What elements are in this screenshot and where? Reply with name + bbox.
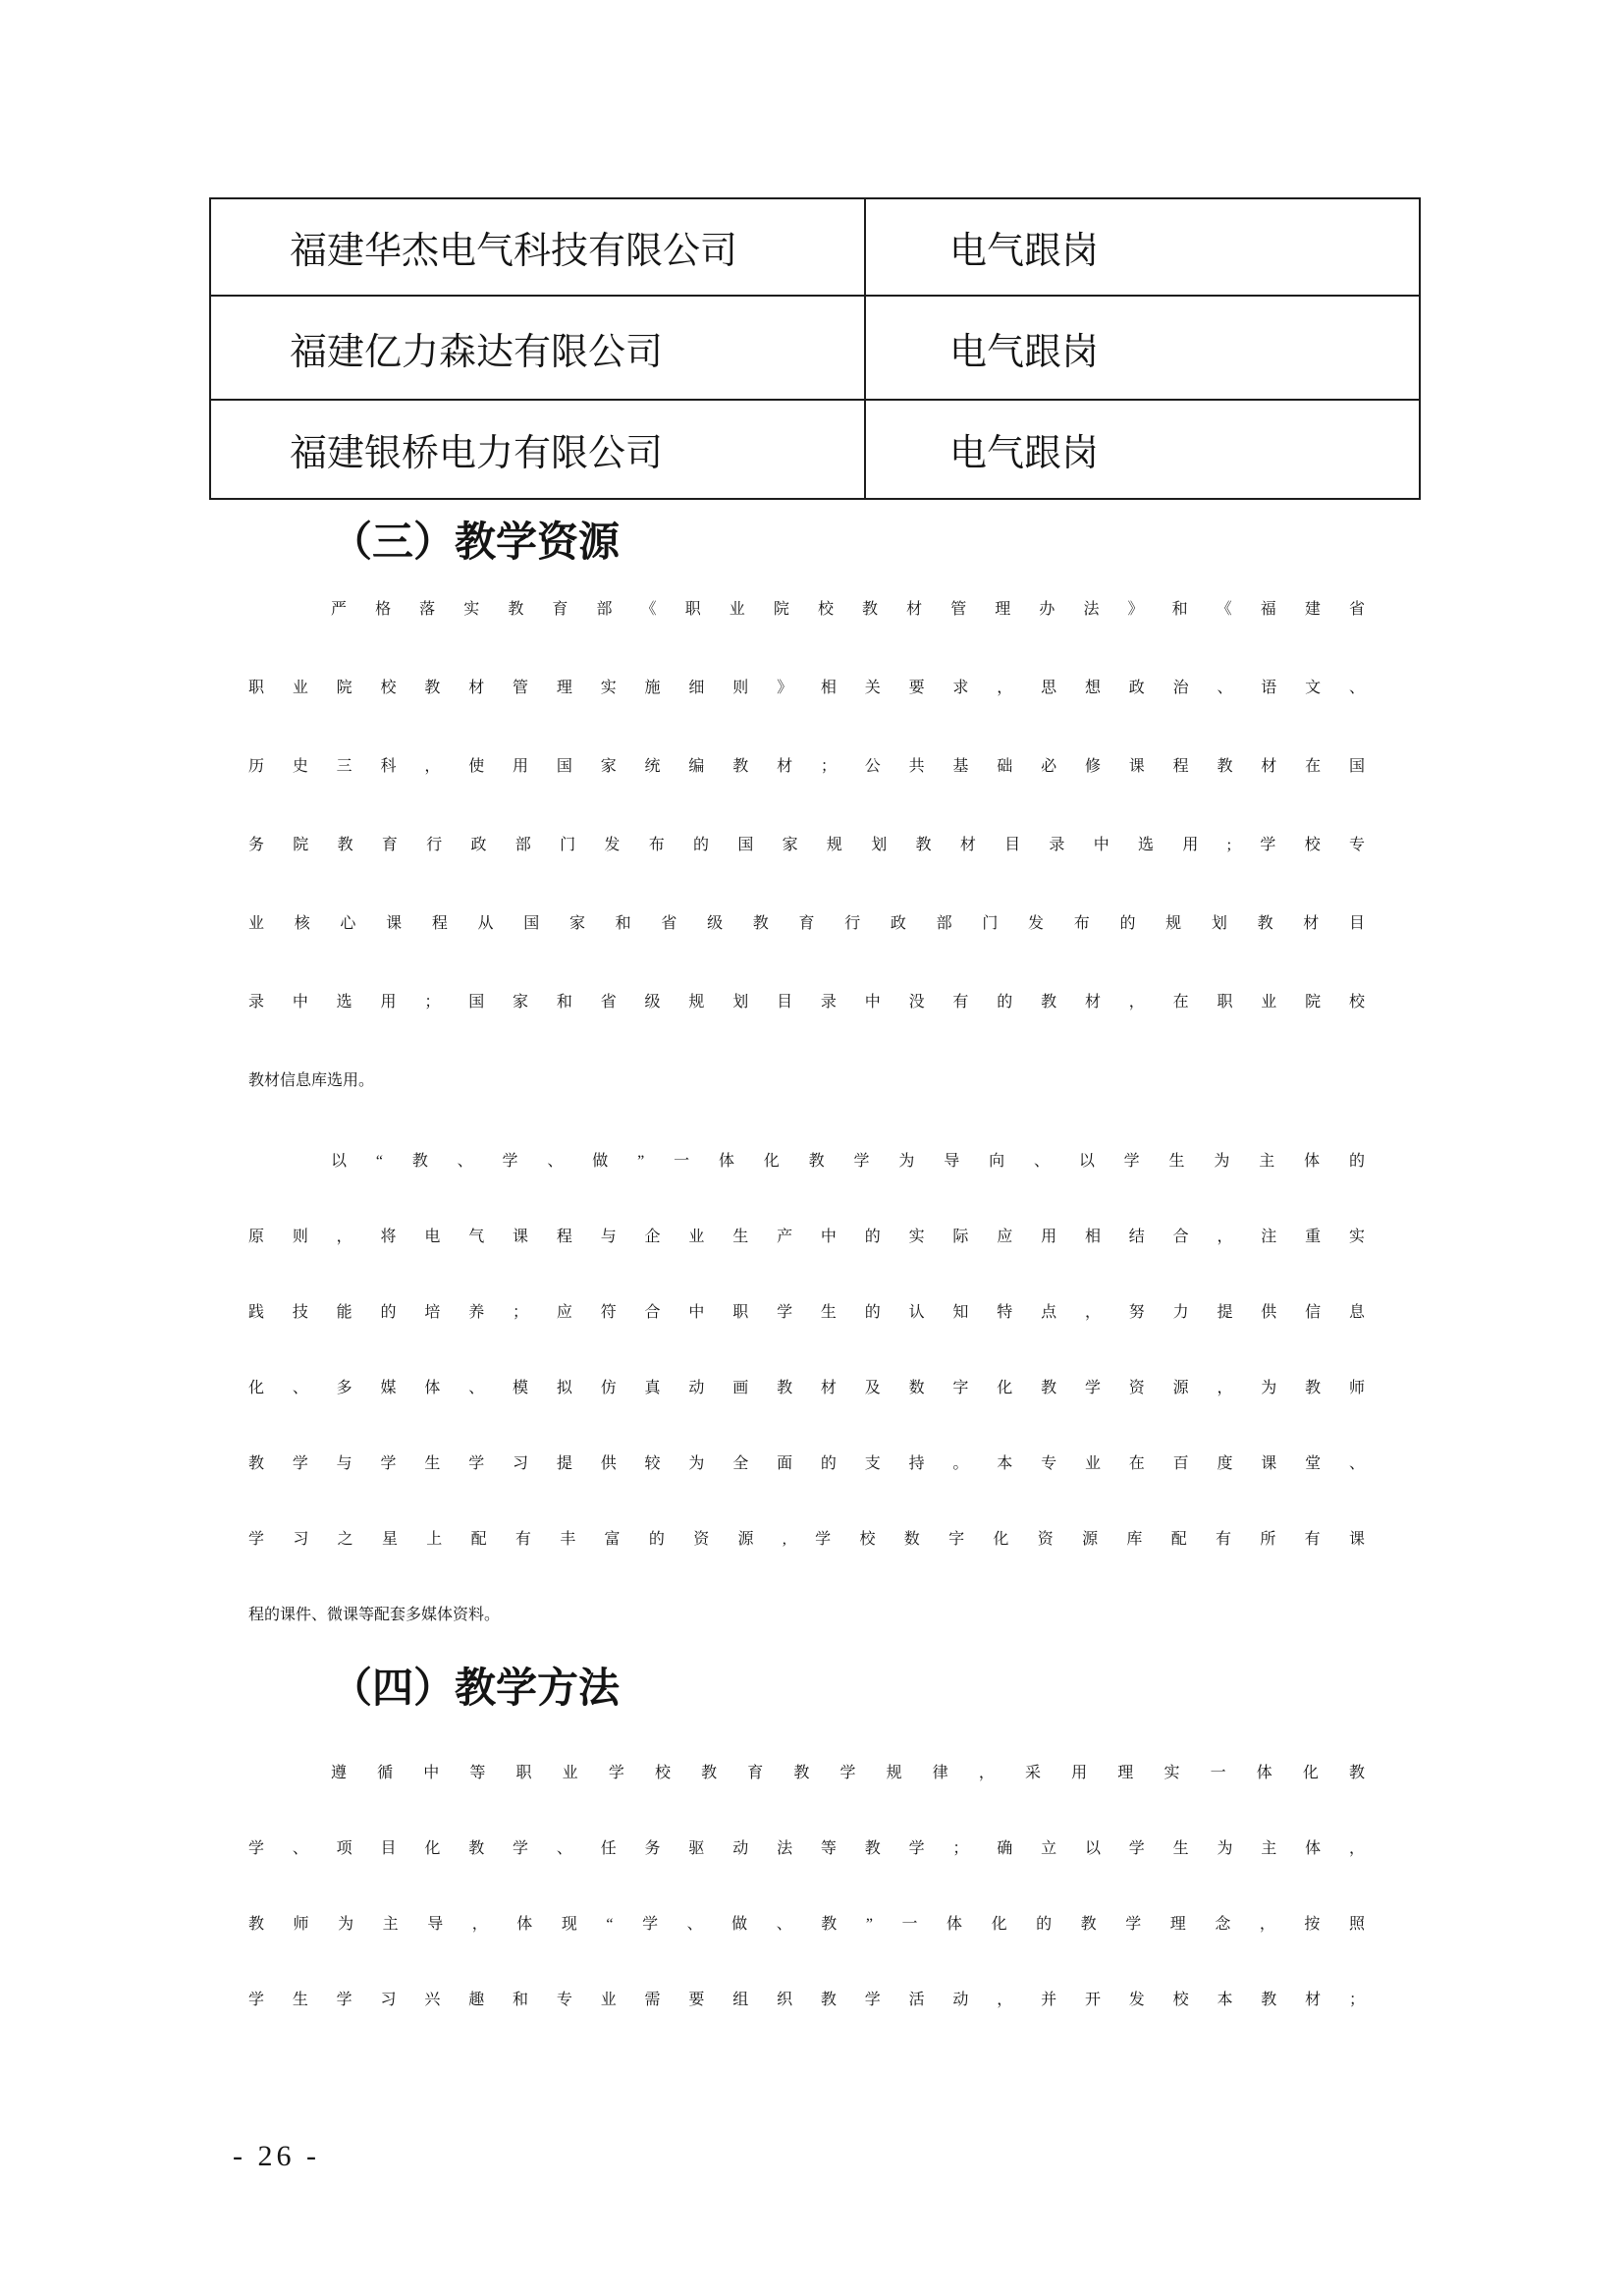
internship-post-cell: 电气跟岗 [865,296,1420,400]
text-line: 遵循中等职业学校教育教学规律，采用理实一体化教 [331,1765,1365,1781]
practice-table [209,197,1421,500]
company-name-cell: 福建华杰电气科技有限公司 [210,198,865,296]
text-line: 教学与学生学习提供较为全面的支持。本专业在百度课堂、 [248,1455,1365,1472]
table-row [210,296,1420,400]
text-line: 以“教、学、做”一体化教学为导向、以学生为主体的 [331,1153,1365,1170]
text-line: 化、多媒体、模拟仿真动画教材及数字化教学资源，为教师 [248,1380,1365,1396]
text-line: 严格落实教育部《职业院校教材管理办法》和《福建省 [331,601,1365,618]
table-row [210,198,1420,296]
text-line: 业核心课程从国家和省级教育行政部门发布的规划教材目 [248,915,1365,932]
paragraph-textbook-policy [248,571,1365,1121]
text-line: 教师为主导，体现“学、做、教”一体化的教学理念，按照 [248,1916,1365,1933]
text-line: 学生学习兴趣和专业需要组织教学活动，并开发校本教材； [248,1992,1365,2008]
internship-post-cell: 电气跟岗 [865,198,1420,296]
text-line: 录中选用；国家和省级规划目录中没有的教材，在职业院校 [248,994,1365,1011]
text-line: 原则，将电气课程与企业生产中的实际应用相结合，注重实 [248,1229,1365,1245]
company-name-cell: 福建银桥电力有限公司 [210,400,865,499]
text-line: 务院教育行政部门发布的国家规划教材目录中选用;学校专 [248,837,1365,853]
text-line: 程的课件、微课等配套多媒体资料。 [248,1607,501,1623]
paragraph-teaching-integration [248,1123,1365,1653]
text-line: 践技能的培养；应符合中职学生的认知特点，努力提供信息 [248,1304,1365,1321]
text-line: 职业院校教材管理实施细则》相关要求，思想政治、语文、 [248,680,1365,696]
text-line: 学、项目化教学、任务驱动法等教学；确立以学生为主体， [248,1840,1365,1857]
table-row [210,400,1420,499]
paragraph-teaching-methods [248,1735,1365,2038]
text-line: 历史三科，使用国家统编教材；公共基础必修课程教材在国 [248,758,1365,775]
page-number: - 26 - [233,2140,320,2172]
practice-table-body [210,198,1420,499]
company-name-cell: 福建亿力森达有限公司 [210,296,865,400]
internship-post-cell: 电气跟岗 [865,400,1420,499]
section-heading-teaching-resources: （三）教学资源 [331,520,621,566]
text-line: 教材信息库选用。 [248,1072,375,1089]
section-heading-teaching-methods: （四）教学方法 [331,1667,621,1712]
text-line: 学习之星上配有丰富的资源,学校数字化资源库配有所有课 [248,1531,1365,1548]
